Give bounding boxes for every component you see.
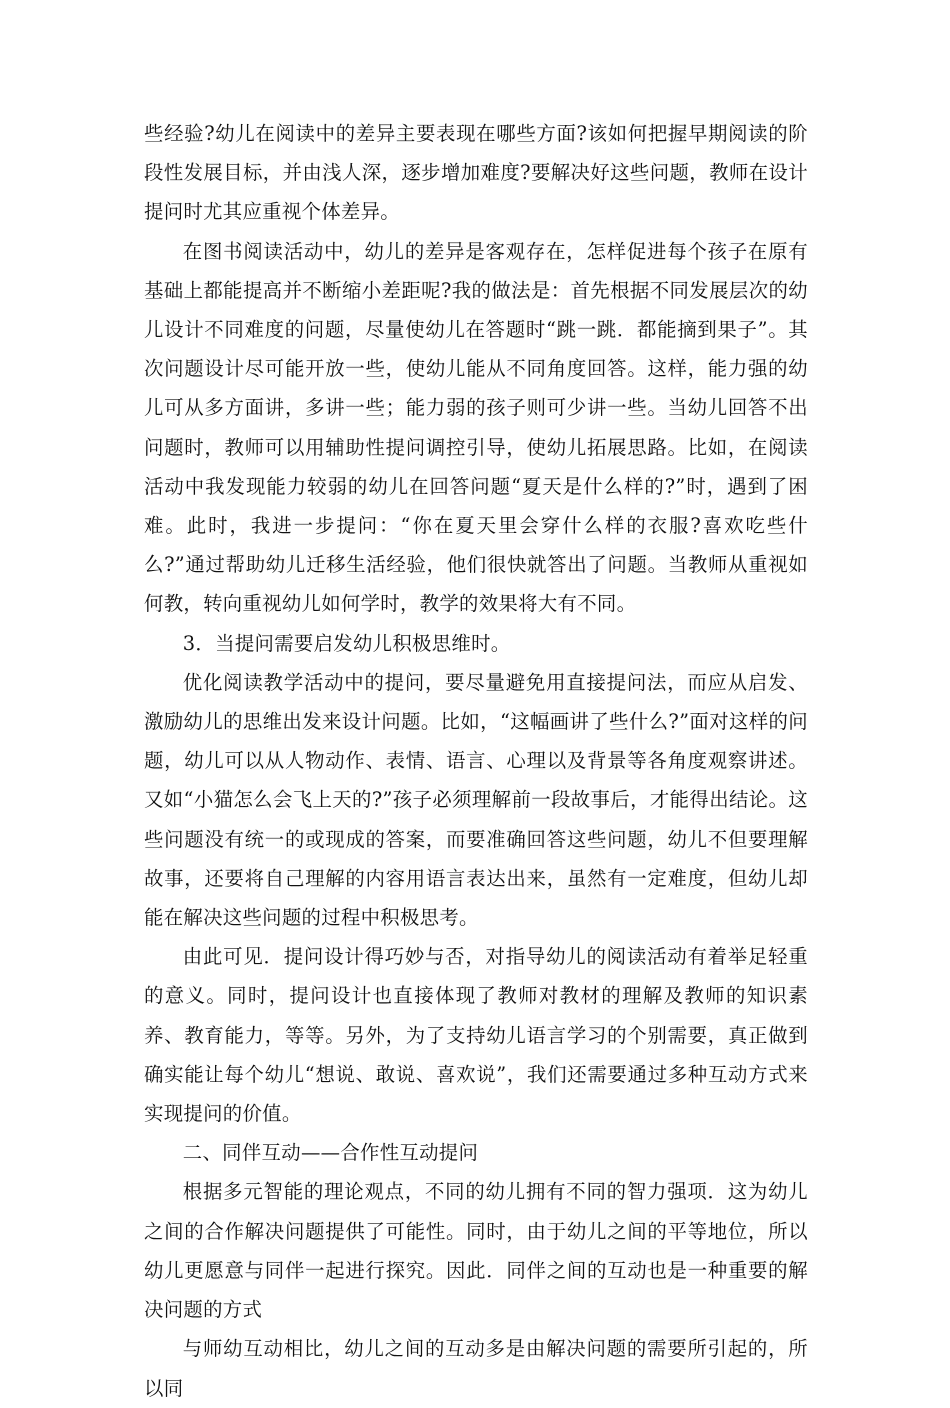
paragraph-individual-differences: 在图书阅读活动中，幼儿的差异是客观存在，怎样促进每个孩子在原有基础上都能提高并不断缩小差距呢?我的做法是：首先根据不同发展层次的幼儿设计不同难度的问题，尽量使幼儿在答题时“跳一跳．都能摘到果子”。其次问题设计尽可能开放一些，使幼儿能从不同角度回答。这样，能力强的幼儿可从多方面讲，多讲一些；能力弱的孩子则可少讲一些。当幼儿回答不出问题时，教师可以用辅助性提问调控引导，使幼儿拓展思路。比如，在阅读活动中我发现能力较弱的幼儿在回答问题“夏天是什么样的?”时，遇到了困难。此时，我进一步提问：“你在夏天里会穿什么样的衣服?喜欢吃些什么?”通过帮助幼儿迁移生活经验，他们很快就答出了问题。当教师从重视如何教，转向重视幼儿如何学时，教学的效果将大有不同。 [144,239,808,616]
paragraph-peer-vs-teacher: 与师幼互动相比，幼儿之间的互动多是由解决问题的需要所引起的，所以同 [144,1337,808,1400]
paragraph-continuation: 些经验?幼儿在阅读中的差异主要表现在哪些方面?该如何把握早期阅读的阶段性发展目标，并由浅人深，逐步增加难度?要解决好这些问题，教师在设计提问时尤其应重视个体差异。 [144,122,808,224]
document-body [144,114,808,1408]
section-item-3: 3．当提问需要启发幼儿积极思维时。 [182,631,511,655]
paragraph-multiple-intelligences: 根据多元智能的理论观点，不同的幼儿拥有不同的智力强项．这为幼儿之间的合作解决问题提供了可能性。同时，由于幼儿之间的平等地位，所以幼儿更愿意与同伴一起进行探究。因此．同伴之间的互动也是一种重要的解决问题的方式 [144,1180,808,1322]
section-heading-peer-interaction: 二、同伴互动——合作性互动提问 [182,1141,479,1165]
paragraph-inspire-thinking: 优化阅读教学活动中的提问，要尽量避免用直接提问法，而应从启发、激励幼儿的思维出发来设计问题。比如，“这幅画讲了些什么?”面对这样的问题，幼儿可以从人物动作、表情、语言、心理以及背景等各角度观察讲述。又如“小猫怎么会飞上天的?”孩子必须理解前一段故事后，才能得出结论。这些问题没有统一的或现成的答案，而要准确回答这些问题，幼儿不但要理解故事，还要将自己理解的内容用语言表达出来，虽然有一定难度，但幼儿却能在解决这些问题的过程中积极思考。 [144,670,808,930]
paragraph-conclusion: 由此可见．提问设计得巧妙与否，对指导幼儿的阅读活动有着举足轻重的意义。同时，提问设计也直接体现了教师对教材的理解及教师的知识素养、教育能力，等等。另外，为了支持幼儿语言学习的个别需要，真正做到确实能让每个幼儿“想说、敢说、喜欢说”，我们还需要通过多种互动方式来实现提问的价值。 [144,945,808,1126]
